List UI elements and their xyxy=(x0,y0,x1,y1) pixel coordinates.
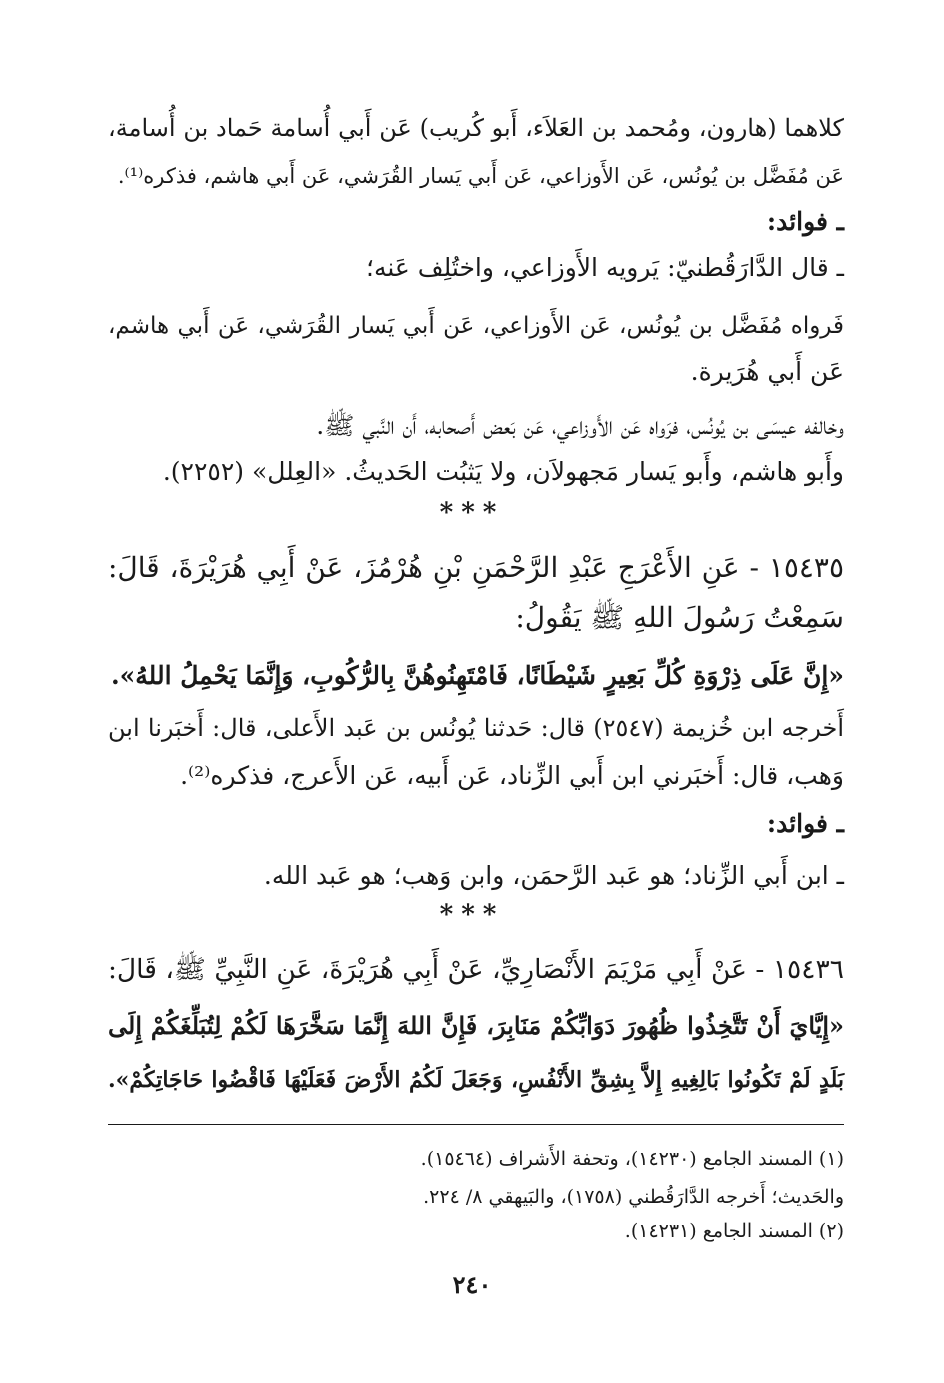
body-line: وأَبو هاشم، وأَبو يَسار مَجهولاَن، ولا يَثبُت الحَديثُ. «العِلل» (٢٢٥٢). xyxy=(162,457,844,486)
body-line: عَن مُفَضَّل بن يُونُس، عَن الأَوزاعي، عَن أَبي يَسار القُرَشي، عَن أَبي هاشم، فذكره⁽¹⁾. xyxy=(117,164,844,188)
footnote: (١) المسند الجامع (١٤٢٣٠)، وتحفة الأَشراف (١٥٤٦٤). xyxy=(420,1148,844,1170)
body-line: أَخرجه ابن خُزيمة (٢٥٤٧) قال: حَدثنا يُونُس بن عَبد الأَعلى، قال: أَخبَرنا ابن xyxy=(108,714,844,742)
footnote: والحَديث؛ أَخرجه الدَّارَقُطني (١٧٥٨)، والبَيهقي ٨/ ٢٢٤. xyxy=(423,1186,844,1208)
hadith-text: «إِنَّ عَلَى ذِرْوَةِ كُلِّ بَعِيرٍ شَيْطَانًا، فَامْتَهِنُوهُنَّ بِالرُّكُوبِ، وَإِنَّمَا يَحْمِلُ اللهُ». xyxy=(110,661,844,690)
section-divider-stars: *** xyxy=(439,498,505,528)
hadith-text: بَلَدٍ لَمْ تَكُونُوا بَالِغِيهِ إِلاَّ بِشِقِّ الأَنْفُسِ، وَجَعَلَ لَكُمُ الأَرْضَ فَعَلَيْهَا فَاقْضُوا حَاجَاتِكُمْ». xyxy=(108,1067,844,1093)
body-line: وَهب، قال: أَخبَرني ابن أَبي الزِّناد، عَن أَبيه، عَن الأَعرج، فذكره⁽²⁾. xyxy=(180,761,844,790)
footnote: (٢) المسند الجامع (١٤٢٣١). xyxy=(624,1220,844,1242)
body-line: كلاهما (هارون، ومُحمد بن العَلاَء، أَبو كُريب) عَن أَبي أُسامة حَماد بن أُسامة، xyxy=(108,114,844,142)
footnote-separator xyxy=(108,1124,844,1125)
body-line: فَرواه مُفَضَّل بن يُونُس، عَن الأَوزاعي، عَن أَبي يَسار القُرَشي، عَن أَبي هاشم، xyxy=(108,313,844,339)
hadith-heading: ١٥٤٣٦ - عَنْ أَبِي مَرْيَمَ الأَنْصَارِيِّ، عَنْ أَبِي هُرَيْرَةَ، عَنِ النَّبِيِّ ﷺ، قَالَ: xyxy=(108,954,844,985)
body-line: عَن أَبي هُرَيرة. xyxy=(690,357,844,386)
section-heading-fawaid: ـ فوائد: xyxy=(766,207,844,236)
body-line: ـ ابن أَبي الزِّناد؛ هو عَبد الرَّحمَن، وابن وَهب؛ هو عَبد الله. xyxy=(263,861,844,890)
body-line: وخالفه عيسَى بن يُونُس، فرَواه عَن الأَوزاعي، عَن بَعض أَصحابه، أَن النَّبي ﷺ. xyxy=(316,411,844,440)
page-number: ٢٤٠ xyxy=(452,1270,492,1299)
hadith-text: «إِيَّايَ أَنْ تَتَّخِذُوا ظُهُورَ دَوَابِّكُمْ مَنَابِرَ، فَإِنَّ اللهَ إِنَّمَا سَخَّرَهَا لَكُمْ لِتُبَلِّغَكُمْ إِلَى xyxy=(108,1011,844,1040)
hadith-line: سَمِعْتُ رَسُولَ اللهِ ﷺ يَقُولُ: xyxy=(515,601,844,634)
section-divider-stars: *** xyxy=(439,900,505,930)
section-heading-fawaid: ـ فوائد: xyxy=(766,809,844,838)
body-line: ـ قال الدَّارَقُطنيّ: يَرويه الأَوزاعي، واختُلِف عَنه؛ xyxy=(366,253,844,282)
hadith-heading: ١٥٤٣٥ - عَنِ الأَعْرَجِ عَبْدِ الرَّحْمَنِ بْنِ هُرْمُزَ، عَنْ أَبِي هُرَيْرَةَ، قَالَ: xyxy=(108,551,844,584)
